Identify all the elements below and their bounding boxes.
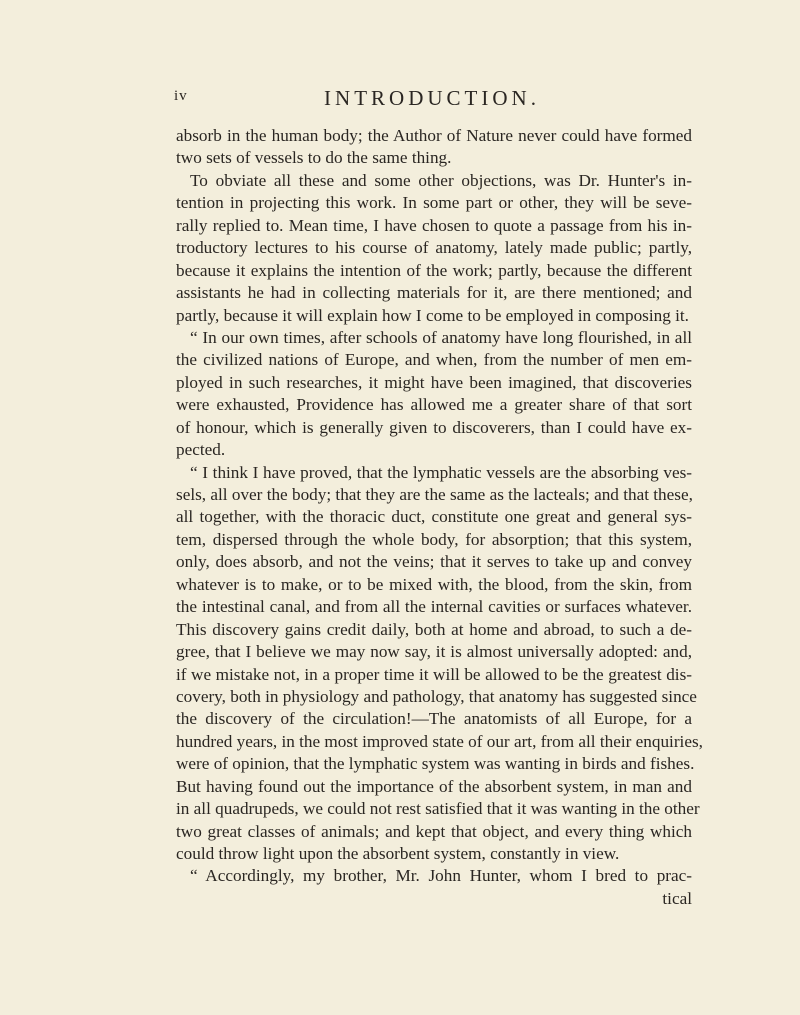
text-line: absorb in the human body; the Author of Nature never could have formed (176, 126, 692, 145)
text-line: the discovery of the circulation!—The anatomists of all Europe, for a (176, 709, 692, 729)
text-line: all together, with the thoracic duct, constitute one great and general sys- (176, 507, 692, 527)
page-number: iv (174, 88, 188, 104)
page-header (172, 86, 692, 110)
text-line: pected. (176, 440, 226, 460)
text-line: the intestinal canal, and from all the internal cavities or surfaces whatever. (176, 597, 692, 617)
text-line: two sets of vessels to do the same thing. (176, 148, 452, 168)
text-line: tem, dispersed through the whole body, for absorption; that this system, (176, 529, 692, 549)
text-line: could throw light upon the absorbent system, constantly in view. (176, 844, 620, 863)
text-line: were exhausted, Providence has allowed me a greater share of that sort (176, 395, 692, 415)
text-line: “ I think I have proved, that the lymphatic vessels are the absorbing ves- (190, 462, 692, 482)
text-line: assistants he had in collecting materials for it, are there mentioned; and (176, 283, 692, 303)
running-title: INTRODUCTION. (324, 86, 540, 110)
text-line: only, does absorb, and not the veins; that it serves to take up and convey (176, 552, 692, 572)
text-line: tical (662, 888, 692, 908)
text-line: To obviate all these and some other objections, was Dr. Hunter's in- (190, 170, 692, 190)
text-line: covery, both in physiology and pathology, that anatomy has suggested since (176, 686, 697, 706)
text-line: This discovery gains credit daily, both at home and abroad, to such a de- (176, 619, 692, 639)
text-line: gree, that I believe we may now say, it is almost universally adopted: and, (176, 642, 692, 662)
text-line: tention in projecting this work. In some part or other, they will be seve- (176, 193, 692, 213)
text-line: two great classes of animals; and kept that object, and every thing which (176, 821, 692, 841)
text-line: because it explains the intention of the work; partly, because the different (176, 260, 692, 280)
text-line: of honour, which is generally given to discoverers, than I could have ex- (176, 417, 692, 437)
text-line: hundred years, in the most improved state of our art, from all their enquiries, (176, 731, 703, 751)
text-line: in all quadrupeds, we could not rest satisfied that it was wanting in the other (176, 799, 700, 819)
text-line: troductory lectures to his course of anatomy, lately made public; partly, (176, 238, 692, 258)
body-text (176, 125, 703, 910)
text-line: rally replied to. Mean time, I have chosen to quote a passage from his in- (176, 215, 692, 235)
text-line: “ In our own times, after schools of anatomy have long flourished, in all (190, 327, 692, 347)
text-line: sels, all over the body; that they are the same as the lacteals; and that these, (176, 485, 693, 504)
text-line: whatever is to make, or to be mixed with, the blood, from the skin, from (176, 574, 692, 594)
text-line: if we mistake not, in a proper time it will be allowed to be the greatest dis- (176, 664, 692, 684)
text-line: partly, because it will explain how I come to be employed in composing it. (176, 305, 689, 325)
text-line: “ Accordingly, my brother, Mr. John Hunter, whom I bred to prac- (190, 866, 692, 886)
text-line: the civilized nations of Europe, and when, from the number of men em- (176, 350, 692, 370)
text-line: ployed in such researches, it might have been imagined, that discoveries (176, 372, 692, 392)
text-line: But having found out the importance of the absorbent system, in man and (176, 776, 692, 796)
text-line: were of opinion, that the lymphatic system was wanting in birds and fishes. (176, 754, 695, 774)
